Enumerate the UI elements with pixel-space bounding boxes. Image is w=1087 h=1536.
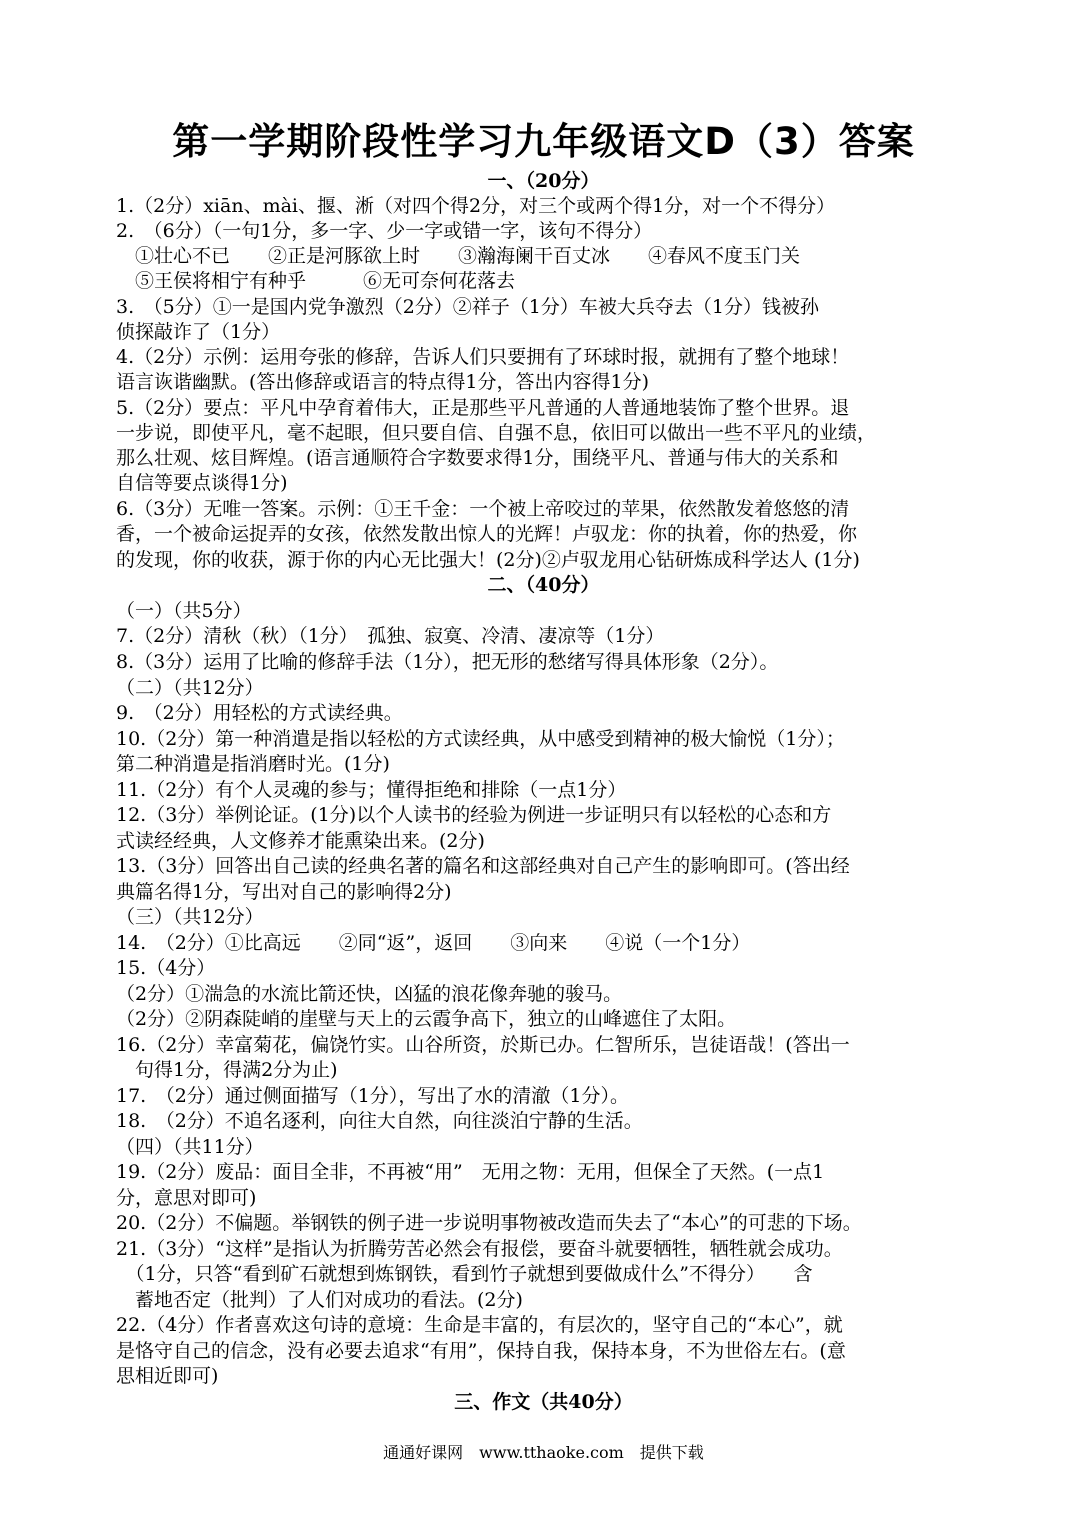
answer-line: 18. （2分）不追名逐利，向往大自然，向往淡泊宁静的生活。 [116,1110,643,1132]
answer-line: 语言诙谐幽默。(答出修辞或语言的特点得1分，答出内容得1分) [116,371,650,393]
answer-line: 2. （6分）（一句1分，多一字、少一字或错一字，该句不得分） [116,220,653,242]
answer-line: 式读经经典，人文修养才能熏染出来。(2分) [116,830,485,852]
answer-line: （2分）①湍急的水流比箭还快，凶猛的浪花像奔驰的骏马。 [116,983,623,1005]
answer-line: 14. （2分）①比高远 ②同“返”，返回 ③向来 ④说（一个1分） [116,932,751,954]
answer-line: 21.（3分）“这样”是指认为折腾劳苦必然会有报偿，要奋斗就要牺牲，牺牲就会成功。 [116,1238,843,1260]
answer-line: 香，一个被命运捉弄的女孩，依然发散出惊人的光辉！卢驭龙：你的执着，你的热爱，你 [116,523,858,545]
page-title: 第一学期阶段性学习九年级语文D（3）答案 [172,120,915,163]
answer-line: 一步说，即使平凡，毫不起眼，但只要自信、自强不息，依旧可以做出一些不平凡的业绩， [116,422,877,444]
answer-line: 6.（3分）无唯一答案。示例：①王千金：一个被上帝咬过的苹果，依然散发着悠悠的清 [116,498,850,520]
answer-line: 3. （5分）①一是国内党争激烈（2分）②祥子（1分）车被大兵夺去（1分）钱被孙 [116,296,819,318]
answer-line: 12.（3分）举例论证。(1分)以个人读书的经验为例进一步证明只有以轻松的心态和方 [116,804,832,826]
answer-line: 20.（2分）不偏题。举钢铁的例子进一步说明事物被改造而失去了“本心”的可悲的下场。 [116,1212,862,1234]
answer-line: ⑤王侯将相宁有种乎 ⑥无可奈何花落去 [116,270,516,292]
answer-line: 思相近即可) [116,1365,219,1387]
answer-line: 蓄地否定（批判）了人们对成功的看法。(2分) [116,1289,523,1311]
answer-line: 5.（2分）要点：平凡中孕育着伟大，正是那些平凡普通的人普通地装饰了整个世界。退 [116,397,850,419]
answer-line: 10.（2分）第一种消遣是指以轻松的方式读经典，从中感受到精神的极大愉悦（1分）； [116,728,845,750]
answer-line: （三）（共12分） [116,906,264,928]
answer-line: 22.（4分）作者喜欢这句诗的意境：生命是丰富的，有层次的，坚守自己的“本心”，就 [116,1314,843,1336]
answer-line: 第二种消遣是指消磨时光。(1分) [116,753,390,775]
answer-line: 17. （2分）通过侧面描写（1分），写出了水的清澈（1分）。 [116,1085,629,1107]
answer-line: 9. （2分）用轻松的方式读经典。 [116,702,403,724]
answer-line: 自信等要点谈得1分) [116,472,288,494]
answer-line: 典篇名得1分，写出对自己的影响得2分) [116,881,452,903]
answer-line: 那么壮观、炫目辉煌。(语言通顺符合字数要求得1分，围绕平凡、普通与伟大的关系和 [116,447,839,469]
section-heading-2: 二、（40分） [487,574,600,596]
answer-line: 19.（2分）废品：面目全非，不再被“用” 无用之物：无用，但保全了天然。(一点1 [116,1161,825,1183]
answer-line: 13.（3分）回答出自己读的经典名著的篇名和这部经典对自己产生的影响即可。(答出经 [116,855,850,877]
answer-line: ①壮心不已 ②正是河豚欲上时 ③瀚海阑干百丈冰 ④春风不度玉门关 [116,245,801,267]
answer-line: 1.（2分）xiān、mài、揠、淅（对四个得2分，对三个或两个得1分，对一个不得分） [116,195,836,217]
answer-line: 是恪守自己的信念，没有必要去追求“有用”，保持自我，保持本身，不为世俗左右。(意 [116,1340,846,1362]
answer-line: 句得1分，得满2分为止) [116,1059,338,1081]
answer-line: 11.（2分）有个人灵魂的参与；懂得拒绝和排除（一点1分） [116,779,627,801]
answer-line: （二）（共12分） [116,677,264,699]
answer-line: （2分）②阴森陡峭的崖壁与天上的云霞争高下，独立的山峰遮住了太阳。 [116,1008,737,1030]
section-heading-3: 三、作文（共40分） [454,1391,633,1413]
answer-line: 15.（4分） [116,957,216,979]
answer-line: （1分，只答“看到矿石就想到炼钢铁，看到竹子就想到要做成什么”不得分） 含 [116,1263,813,1285]
answer-line: 侦探敲诈了（1分） [116,321,281,343]
answer-line: （四）（共11分） [116,1136,264,1158]
answer-line: 的发现，你的收获，源于你的内心无比强大！(2分)②卢驭龙用心钻研炼成科学达人 (1分) [116,549,860,571]
answer-line: 16.（2分）幸富菊花，偏饶竹实。山谷所资，於斯已办。仁智所乐，岂徒语哉！(答出一 [116,1034,850,1056]
section-heading-1: 一、（20分） [487,170,600,192]
page-footer: 通通好课网 www.tthaoke.com 提供下载 [383,1443,704,1462]
answer-line: 4.（2分）示例：运用夸张的修辞，告诉人们只要拥有了环球时报，就拥有了整个地球！ [116,346,850,368]
answer-line: （一）（共5分） [116,600,252,622]
answer-line: 8.（3分）运用了比喻的修辞手法（1分），把无形的愁绪写得具体形象（2分）。 [116,651,779,673]
answer-line: 分，意思对即可) [116,1187,257,1209]
answer-line: 7.（2分）清秋（秋）（1分） 孤独、寂寞、冷清、凄凉等（1分） [116,625,665,647]
